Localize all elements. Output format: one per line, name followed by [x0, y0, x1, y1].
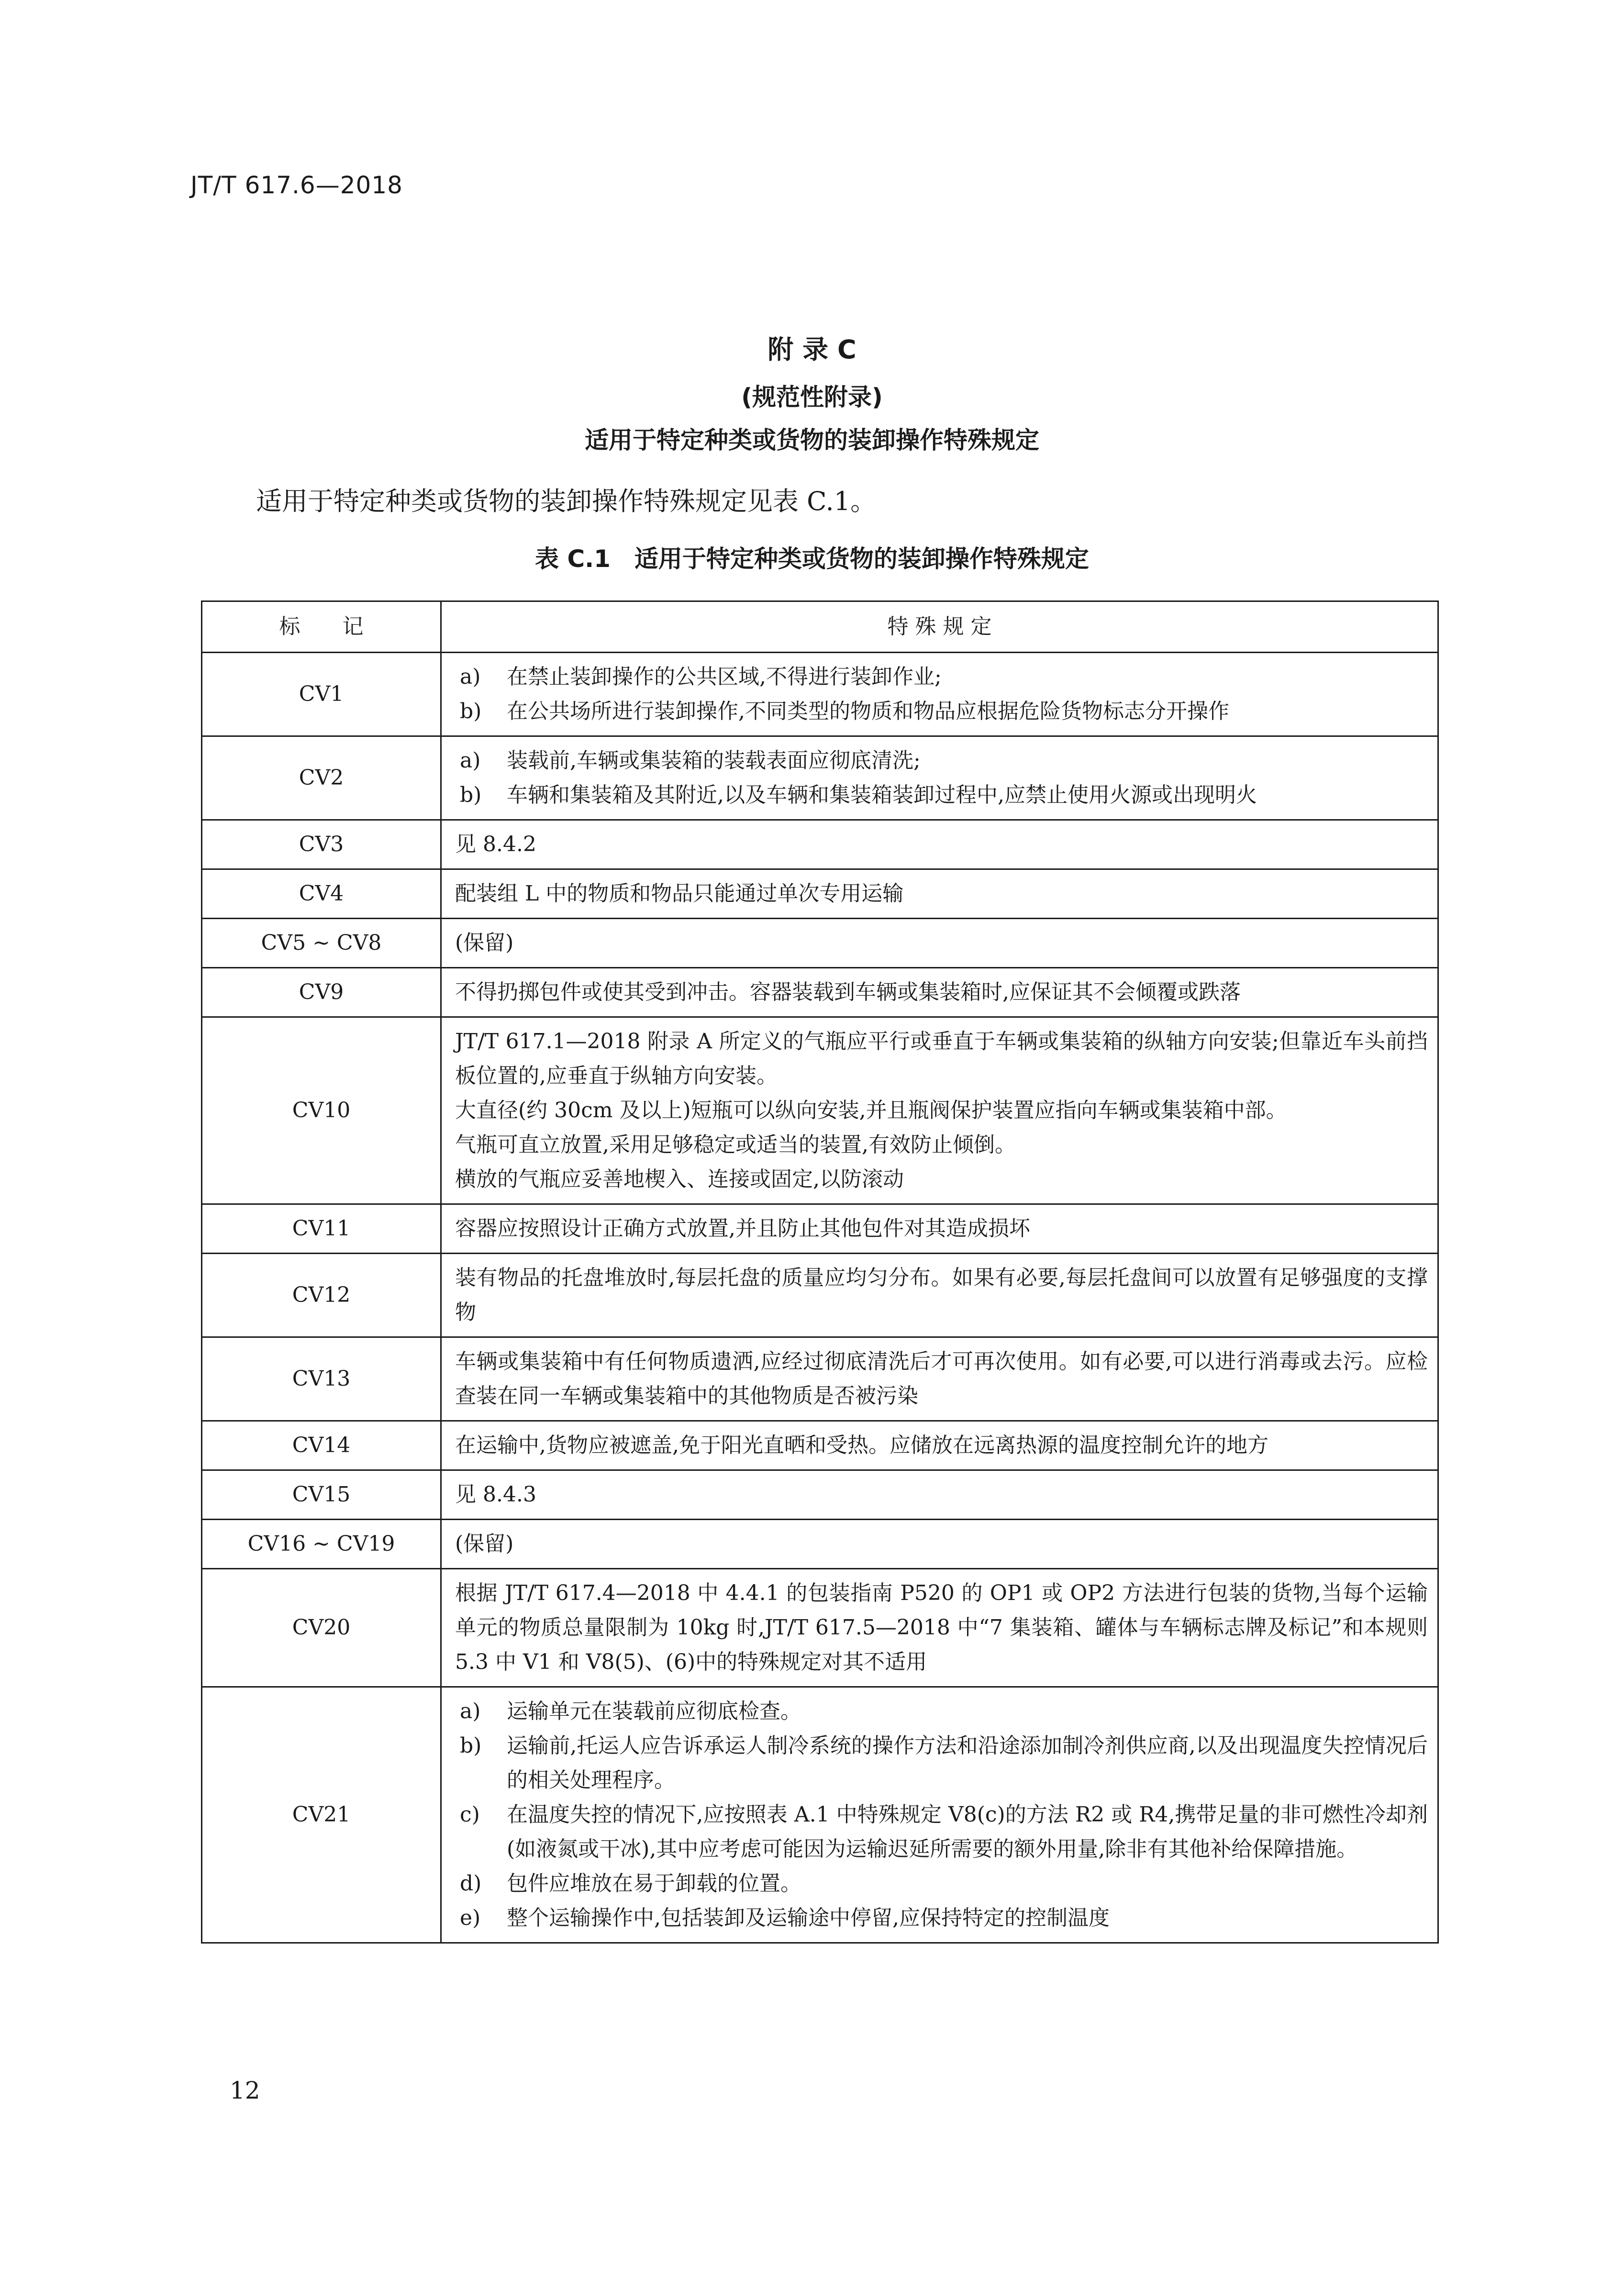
item-text: 整个运输操作中,包括装卸及运输途中停留,应保持特定的控制温度	[507, 1906, 1110, 1930]
row-provision	[441, 1254, 1438, 1337]
row-mark: CV14	[202, 1421, 441, 1470]
row-provision	[441, 653, 1438, 736]
provision-paragraph: JT/T 617.1—2018 附录 A 所定义的气瓶应平行或垂直于车辆或集装箱的纵轴方向安装;但靠近车头前挡板位置的,应垂直于纵轴方向安装。	[455, 1029, 1428, 1088]
provision-item	[455, 694, 1428, 729]
row-provision	[441, 968, 1438, 1017]
table-row	[202, 1421, 1438, 1470]
row-mark: CV15	[202, 1470, 441, 1520]
provision-paragraph: 见 8.4.3	[455, 1482, 536, 1507]
row-provision	[441, 1520, 1438, 1569]
item-label: c)	[460, 1802, 480, 1827]
provision-paragraph: 根据 JT/T 617.4—2018 中 4.4.1 的包装指南 P520 的 OP1 或 OP2 方法进行包装的货物,当每个运输单元的物质总量限制为 10kg 时,JT/T 617.5—2018 中“7 集装箱、罐体与车辆标志牌及标记”和本规则 5.3 中 V1 和 V8(5)、(6)中的特殊规定对其不适用	[455, 1581, 1428, 1674]
special-provisions-table	[201, 600, 1439, 1944]
provision-item	[455, 660, 1428, 694]
row-mark: CV13	[202, 1337, 441, 1421]
item-label: a)	[460, 1699, 481, 1723]
item-text: 装载前,车辆或集装箱的装载表面应彻底清洗;	[507, 748, 921, 773]
provision-item	[455, 1729, 1428, 1798]
row-mark: CV21	[202, 1687, 441, 1943]
item-text: 在温度失控的情况下,应按照表 A.1 中特殊规定 V8(c)的方法 R2 或 R4,携带足量的非可燃性冷却剂(如液氮或干冰),其中应考虑可能因为运输迟延所需要的额外用量,除非有其他补给保障措施。	[507, 1802, 1428, 1861]
annex-name: 适用于特定种类或货物的装卸操作特殊规定	[585, 426, 1039, 454]
provision-item	[455, 1694, 1428, 1729]
table-row	[202, 1337, 1438, 1421]
table-row	[202, 1204, 1438, 1254]
item-label: a)	[460, 665, 481, 689]
provision-item	[455, 1901, 1428, 1935]
annex-type: (规范性附录)	[741, 383, 883, 411]
table-row	[202, 919, 1438, 968]
table-row	[202, 1569, 1438, 1687]
row-mark: CV10	[202, 1017, 441, 1204]
row-mark: CV20	[202, 1569, 441, 1687]
item-label: a)	[460, 748, 481, 773]
provision-paragraph: (保留)	[455, 931, 514, 955]
row-provision	[441, 1337, 1438, 1421]
header-mark: 标 记	[202, 601, 441, 653]
item-label: b)	[460, 783, 482, 807]
table-row	[202, 820, 1438, 869]
table-header-row	[202, 601, 1438, 653]
table-row	[202, 1687, 1438, 1943]
row-mark: CV12	[202, 1254, 441, 1337]
row-provision	[441, 736, 1438, 820]
annex-title: 附 录 C	[768, 334, 856, 365]
provision-paragraph: 大直径(约 30cm 及以上)短瓶可以纵向安装,并且瓶阀保护装置应指向车辆或集装箱中部。	[455, 1098, 1287, 1122]
item-text: 车辆和集装箱及其附近,以及车辆和集装箱装卸过程中,应禁止使用火源或出现明火	[507, 783, 1257, 807]
row-provision	[441, 919, 1438, 968]
item-text: 在公共场所进行装卸操作,不同类型的物质和物品应根据危险货物标志分开操作	[507, 699, 1229, 723]
table-row	[202, 653, 1438, 736]
table-row	[202, 869, 1438, 919]
row-provision	[441, 1470, 1438, 1520]
row-provision	[441, 1569, 1438, 1687]
item-text: 运输前,托运人应告诉承运人制冷系统的操作方法和沿途添加制冷剂供应商,以及出现温度失控情况后的相关处理程序。	[507, 1734, 1428, 1792]
row-mark: CV4	[202, 869, 441, 919]
table-row	[202, 1470, 1438, 1520]
provision-item	[455, 744, 1428, 778]
provision-paragraph: 容器应按照设计正确方式放置,并且防止其他包件对其造成损坏	[455, 1216, 1030, 1241]
item-label: e)	[460, 1906, 481, 1930]
row-provision	[441, 1421, 1438, 1470]
provision-paragraph: 气瓶可直立放置,采用足够稳定或适当的装置,有效防止倾倒。	[455, 1133, 1016, 1157]
row-provision	[441, 820, 1438, 869]
row-mark: CV16 ~ CV19	[202, 1520, 441, 1569]
item-text: 包件应堆放在易于卸载的位置。	[507, 1871, 801, 1896]
table-row	[202, 968, 1438, 1017]
row-mark: CV2	[202, 736, 441, 820]
item-label: b)	[460, 699, 482, 723]
provision-paragraph: 配装组 L 中的物质和物品只能通过单次专用运输	[455, 881, 904, 906]
row-mark: CV5 ~ CV8	[202, 919, 441, 968]
row-mark: CV11	[202, 1204, 441, 1254]
provision-paragraph: 在运输中,货物应被遮盖,免于阳光直晒和受热。应储放在远离热源的温度控制允许的地方	[455, 1433, 1268, 1457]
table-row	[202, 1017, 1438, 1204]
row-provision	[441, 1687, 1438, 1943]
header-provision: 特 殊 规 定	[441, 601, 1438, 653]
row-mark: CV1	[202, 653, 441, 736]
row-provision	[441, 1017, 1438, 1204]
item-label: b)	[460, 1734, 482, 1758]
provision-paragraph: 见 8.4.2	[455, 832, 536, 856]
row-provision	[441, 869, 1438, 919]
provision-paragraph: 车辆或集装箱中有任何物质遗洒,应经过彻底清洗后才可再次使用。如有必要,可以进行消毒或去污。应检查装在同一车辆或集装箱中的其他物质是否被污染	[455, 1349, 1428, 1408]
item-text: 在禁止装卸操作的公共区域,不得进行装卸作业;	[507, 665, 942, 689]
table-row	[202, 1254, 1438, 1337]
provision-item	[455, 1867, 1428, 1901]
standard-number: JT/T 617.6—2018	[190, 171, 403, 199]
table-row	[202, 1520, 1438, 1569]
page-number: 12	[230, 2077, 260, 2104]
provision-paragraph: 装有物品的托盘堆放时,每层托盘的质量应均匀分布。如果有必要,每层托盘间可以放置有足够强度的支撑物	[455, 1266, 1428, 1324]
table-row	[202, 736, 1438, 820]
intro-paragraph: 适用于特定种类或货物的装卸操作特殊规定见表 C.1。	[256, 486, 877, 516]
item-label: d)	[460, 1871, 482, 1896]
provision-paragraph: 横放的气瓶应妥善地楔入、连接或固定,以防滚动	[455, 1167, 904, 1191]
table-caption: 表 C.1 适用于特定种类或货物的装卸操作特殊规定	[535, 545, 1089, 573]
provision-paragraph: 不得扔掷包件或使其受到冲击。容器装载到车辆或集装箱时,应保证其不会倾覆或跌落	[455, 980, 1241, 1004]
provision-item	[455, 778, 1428, 812]
row-mark: CV3	[202, 820, 441, 869]
item-text: 运输单元在装载前应彻底检查。	[507, 1699, 801, 1723]
row-provision	[441, 1204, 1438, 1254]
table-body	[202, 653, 1438, 1943]
provision-item	[455, 1798, 1428, 1867]
provision-paragraph: (保留)	[455, 1532, 514, 1556]
row-mark: CV9	[202, 968, 441, 1017]
